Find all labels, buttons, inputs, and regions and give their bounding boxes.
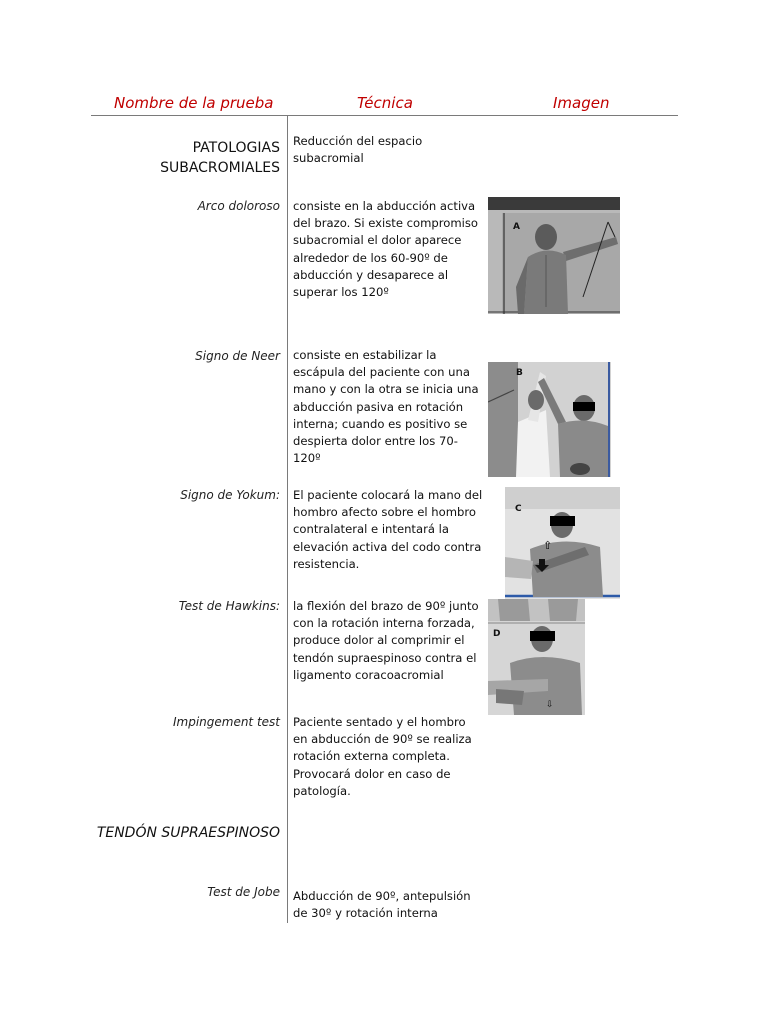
test-name-test-de-hawkins: Test de Hawkins: [178, 599, 280, 613]
photo-label-c: C [515, 504, 522, 514]
header-tecnica: Técnica [357, 94, 413, 112]
column-divider [287, 115, 288, 923]
photo-arco-doloroso [488, 197, 620, 314]
test-name-arco-doloroso: Arco doloroso [197, 199, 280, 213]
photo-test-de-hawkins [488, 599, 585, 715]
section-patologias-subacromiales [160, 138, 280, 178]
technique-test-de-jobe: Abducción de 90º, antepulsión de 30º y rotación interna [293, 889, 471, 921]
photo-signo-de-yokum [505, 487, 620, 599]
technique-signo-de-yokum: El paciente colocará la mano del hombro afecto sobre el hombro contralateral e intentará la elevación activa del codo contra resistencia. [293, 488, 483, 571]
section-title-line-1: PATOLOGIAS [192, 140, 280, 156]
photo-label-b: B [516, 368, 523, 378]
technique-signo-de-neer: consiste en estabilizar la escápula del paciente con una mano y con la otra se inicia una abducción pasiva en rotación interna; cuando es positivo se despierta dolor entre los 70- 120º [293, 348, 479, 466]
photo-label-d: D [493, 629, 501, 639]
technique-test-de-hawkins: la flexión del brazo de 90º junto con la rotación interna forzada, produce dolor al comprimir el tendón supraespinoso contra el ligamento coracoacromial [293, 599, 479, 682]
photo-label-a: A [513, 222, 520, 232]
technique-arco-doloroso: consiste en la abducción activa del brazo. Si existe compromiso subacromial el dolor aparece alrededor de los 60-90º de abducción y desaparece al superar los 120º [293, 199, 479, 300]
header-nombre-de-la-prueba: Nombre de la prueba [114, 94, 274, 112]
header-imagen: Imagen [553, 94, 610, 112]
header-divider [91, 115, 678, 116]
test-name-signo-de-neer: Signo de Neer [195, 349, 280, 363]
svg-text:⇧: ⇧ [543, 539, 553, 552]
test-name-test-de-jobe: Test de Jobe [207, 885, 280, 899]
technique-reduccion: Reducción del espacio subacromial [293, 134, 423, 166]
test-name-signo-de-yokum: Signo de Yokum: [180, 488, 280, 502]
section-title-line-2: SUBACROMIALES [160, 160, 280, 176]
technique-impingement-test: Paciente sentado y el hombro en abducción de 90º se realiza rotación externa completa. Provocará dolor en caso de patología. [293, 715, 472, 798]
section-tendon-supraespinoso: TENDÓN SUPRAESPINOSO [96, 825, 280, 841]
photo-signo-de-neer [488, 362, 611, 477]
test-name-impingement-test: Impingement test [172, 715, 280, 729]
svg-text:⇩: ⇩ [546, 700, 554, 710]
